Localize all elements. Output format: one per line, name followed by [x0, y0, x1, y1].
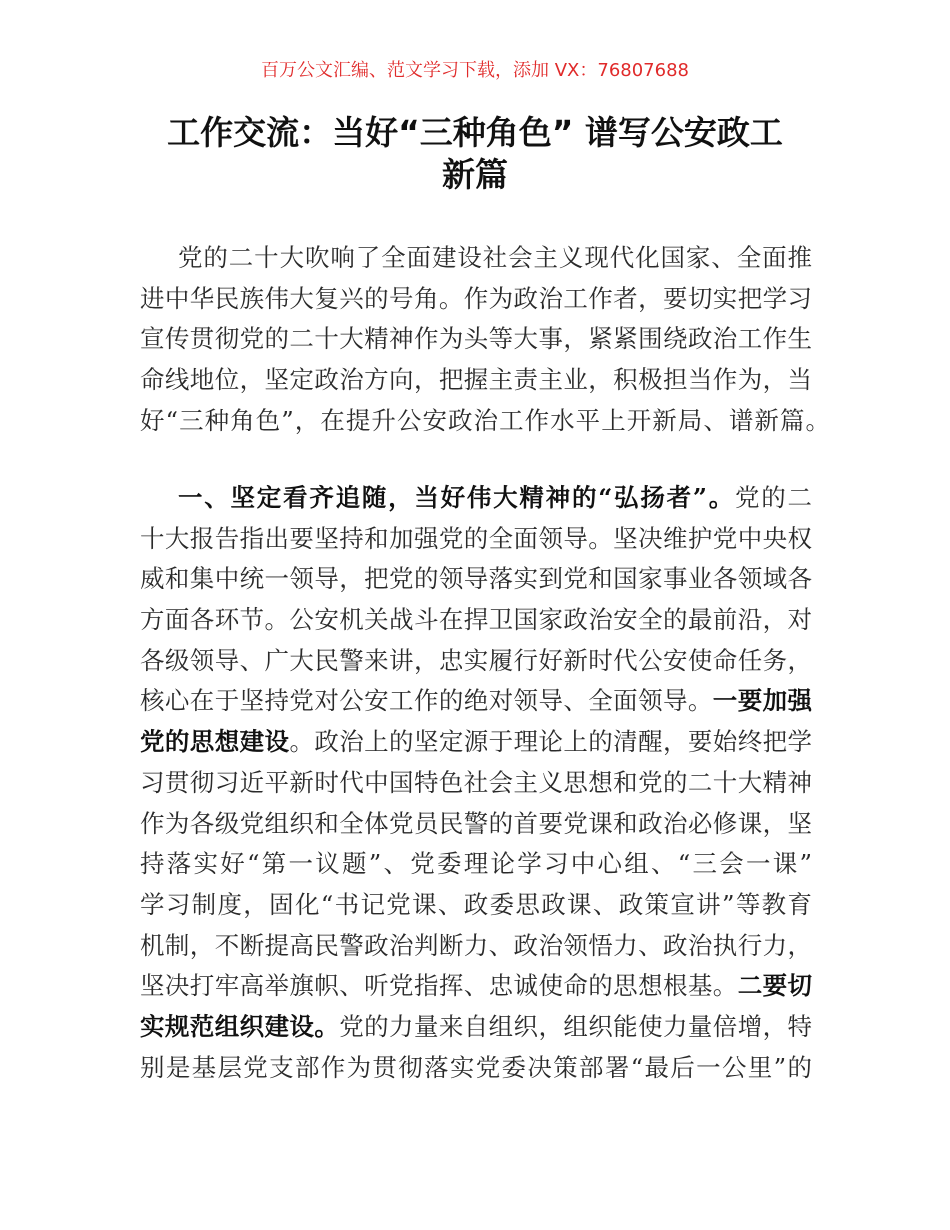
text-line: [140, 319, 812, 360]
text-line: [140, 478, 812, 519]
paragraph-intro: [140, 238, 830, 441]
body-text: 学习制度，固化“书记党课、政委思政课、政策宣讲”等教育: [140, 889, 812, 919]
body-text: 习贯彻习近平新时代中国特色社会主义思想和党的二十大精神: [140, 767, 812, 797]
body-text: 持落实好“第一议题”、党委理论学习中心组、“三会一课”: [140, 849, 812, 879]
text-line: [140, 681, 812, 722]
body-text: 威和集中统一领导，把党的领导落实到党和国家事业各领域各: [140, 564, 812, 594]
text-line: [140, 600, 812, 641]
body-text: 进中华民族伟大复兴的号角。作为政治工作者，要切实把学习: [140, 283, 812, 313]
document-title: [120, 112, 830, 196]
text-line: [140, 401, 830, 442]
title-line-2: 新篇: [442, 155, 508, 194]
body-text: 十大报告指出要坚持和加强党的全面领导。坚决维护党中央权: [140, 523, 812, 553]
body-text: 别是基层党支部作为贯彻落实党委决策部署“最后一公里”的: [140, 1052, 812, 1082]
body-text: 作为各级党组织和全体党员民警的首要党课和政治必修课，坚: [140, 808, 812, 838]
body-text: 好“三种角色”，在提升公安政治工作水平上开新局、谱新篇。: [140, 405, 830, 435]
text-line: [140, 360, 812, 401]
bold-text: 一要加强: [712, 686, 813, 716]
text-line: [140, 1007, 812, 1048]
body-text: 各级领导、广大民警来讲，忠实履行好新时代公安使命任务，: [140, 645, 812, 675]
body-text: 。政治上的坚定源于理论上的清醒，要始终把学: [289, 727, 813, 757]
text-line: [140, 966, 812, 1007]
text-line: [140, 722, 812, 763]
text-line: [140, 926, 812, 967]
text-line: [140, 885, 812, 926]
bold-text: 党的思想建设: [140, 727, 290, 757]
text-line: [140, 804, 812, 845]
text-line: [140, 844, 812, 885]
text-line: [140, 279, 812, 320]
watermark-banner: 百万公文汇编、范文学习下载，添加 VX：76807688: [261, 60, 689, 81]
text-line: [140, 559, 812, 600]
bold-text: 实规范组织建设。: [140, 1011, 340, 1041]
text-line: [140, 238, 812, 279]
bold-text: 二要切: [737, 971, 813, 1001]
text-line: [140, 519, 812, 560]
title-line-1: 工作交流：当好“三种角色” 谱写公安政工: [167, 113, 783, 152]
text-line: [140, 763, 812, 804]
body-text: 核心在于坚持党对公安工作的绝对领导、全面领导。: [140, 686, 713, 716]
body-text: 命线地位，坚定政治方向，把握主责主业，积极担当作为，当: [140, 365, 812, 395]
body-text: 党的力量来自组织，组织能使力量倍增，特: [339, 1011, 813, 1041]
paragraph-section-one: [140, 478, 812, 1088]
body-text: 机制，不断提高民警政治判断力、政治领悟力、政治执行力，: [140, 930, 812, 960]
bold-text: 一、坚定看齐追随，当好伟大精神的“弘扬者”。: [178, 483, 735, 512]
text-line: [140, 641, 812, 682]
body-text: 方面各环节。公安机关战斗在捍卫国家政治安全的最前沿，对: [140, 605, 812, 635]
body-text: 坚决打牢高举旗帜、听党指挥、忠诚使命的思想根基。: [140, 971, 738, 1001]
body-text: 党的二: [734, 483, 813, 512]
body-text: 党的二十大吹响了全面建设社会主义现代化国家、全面推: [178, 243, 812, 272]
text-line: [140, 1048, 812, 1089]
body-text: 宣传贯彻党的二十大精神作为头等大事，紧紧围绕政治工作生: [140, 324, 812, 354]
